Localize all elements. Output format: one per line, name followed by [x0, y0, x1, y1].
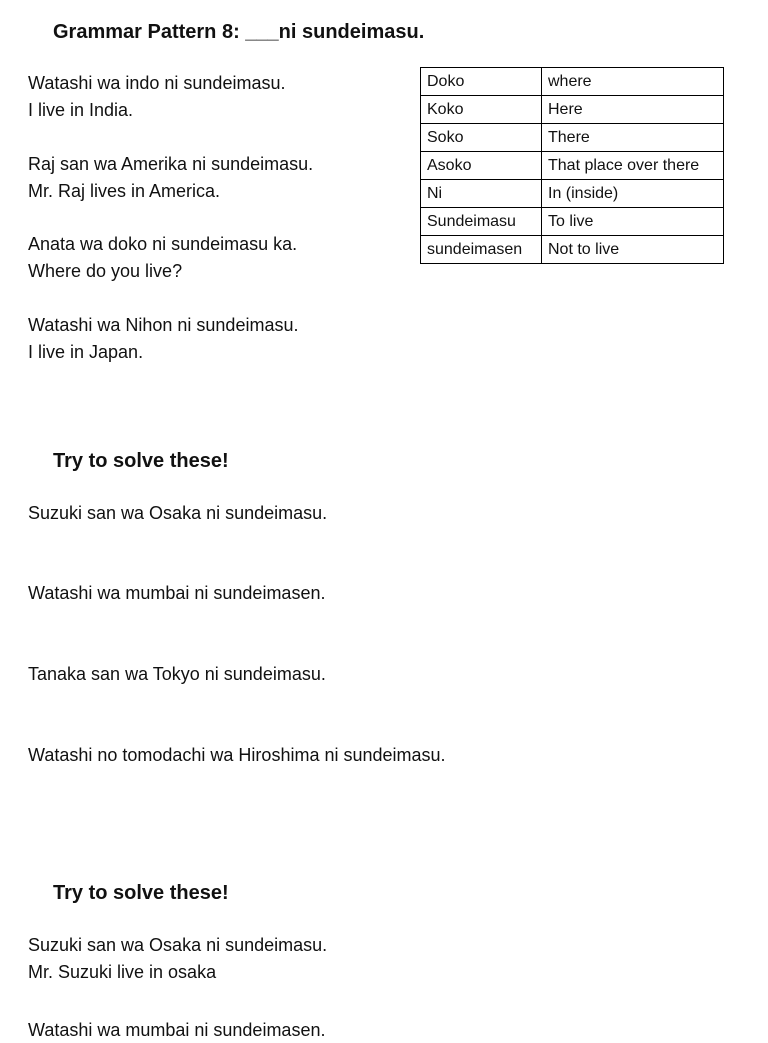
exercise-item: Suzuki san wa Osaka ni sundeimasu. — [28, 935, 328, 955]
example-sentence: Raj san wa Amerika ni sundeimasu. — [28, 154, 314, 174]
table-row — [421, 180, 724, 208]
vocab-meaning: where — [542, 68, 724, 96]
vocab-meaning: That place over there — [542, 152, 724, 180]
vocab-word: Ni — [421, 180, 542, 208]
vocab-word: Asoko — [421, 152, 542, 180]
vocabulary-table — [420, 67, 724, 264]
table-row — [421, 96, 724, 124]
vocab-meaning: In (inside) — [542, 180, 724, 208]
section-heading: Try to solve these! — [53, 882, 229, 904]
vocab-word: sundeimasen — [421, 236, 542, 264]
example-translation: Mr. Raj lives in America. — [28, 181, 221, 201]
cut-off-line — [0, 1017, 768, 1040]
table-row — [421, 124, 724, 152]
example-sentence: Anata wa doko ni sundeimasu ka. — [28, 234, 298, 254]
exercise-item: Watashi wa mumbai ni sundeimasen. — [28, 583, 326, 603]
vocab-meaning: Here — [542, 96, 724, 124]
exercise-item: Watashi no tomodachi wa Hiroshima ni sundeimasu. — [28, 745, 446, 765]
exercise-answer: Mr. Suzuki live in osaka — [28, 962, 217, 982]
vocab-word: Sundeimasu — [421, 208, 542, 236]
exercise-item: Tanaka san wa Tokyo ni sundeimasu. — [28, 664, 326, 684]
vocab-meaning: Not to live — [542, 236, 724, 264]
table-row — [421, 208, 724, 236]
table-row — [421, 68, 724, 96]
page-title: Grammar Pattern 8: ___ni sundeimasu. — [53, 21, 425, 43]
example-translation: I live in Japan. — [28, 342, 144, 362]
vocab-meaning: There — [542, 124, 724, 152]
example-translation: I live in India. — [28, 100, 134, 120]
table-row — [421, 152, 724, 180]
example-translation: Where do you live? — [28, 261, 183, 281]
exercise-item: Suzuki san wa Osaka ni sundeimasu. — [28, 503, 328, 523]
vocab-meaning: To live — [542, 208, 724, 236]
vocab-word: Koko — [421, 96, 542, 124]
exercise-item: Watashi wa mumbai ni sundeimasen. — [28, 1020, 326, 1040]
vocab-word: Soko — [421, 124, 542, 152]
table-row — [421, 236, 724, 264]
vocab-word: Doko — [421, 68, 542, 96]
section-heading: Try to solve these! — [53, 450, 229, 472]
example-sentence: Watashi wa indo ni sundeimasu. — [28, 73, 286, 93]
example-sentence: Watashi wa Nihon ni sundeimasu. — [28, 315, 299, 335]
